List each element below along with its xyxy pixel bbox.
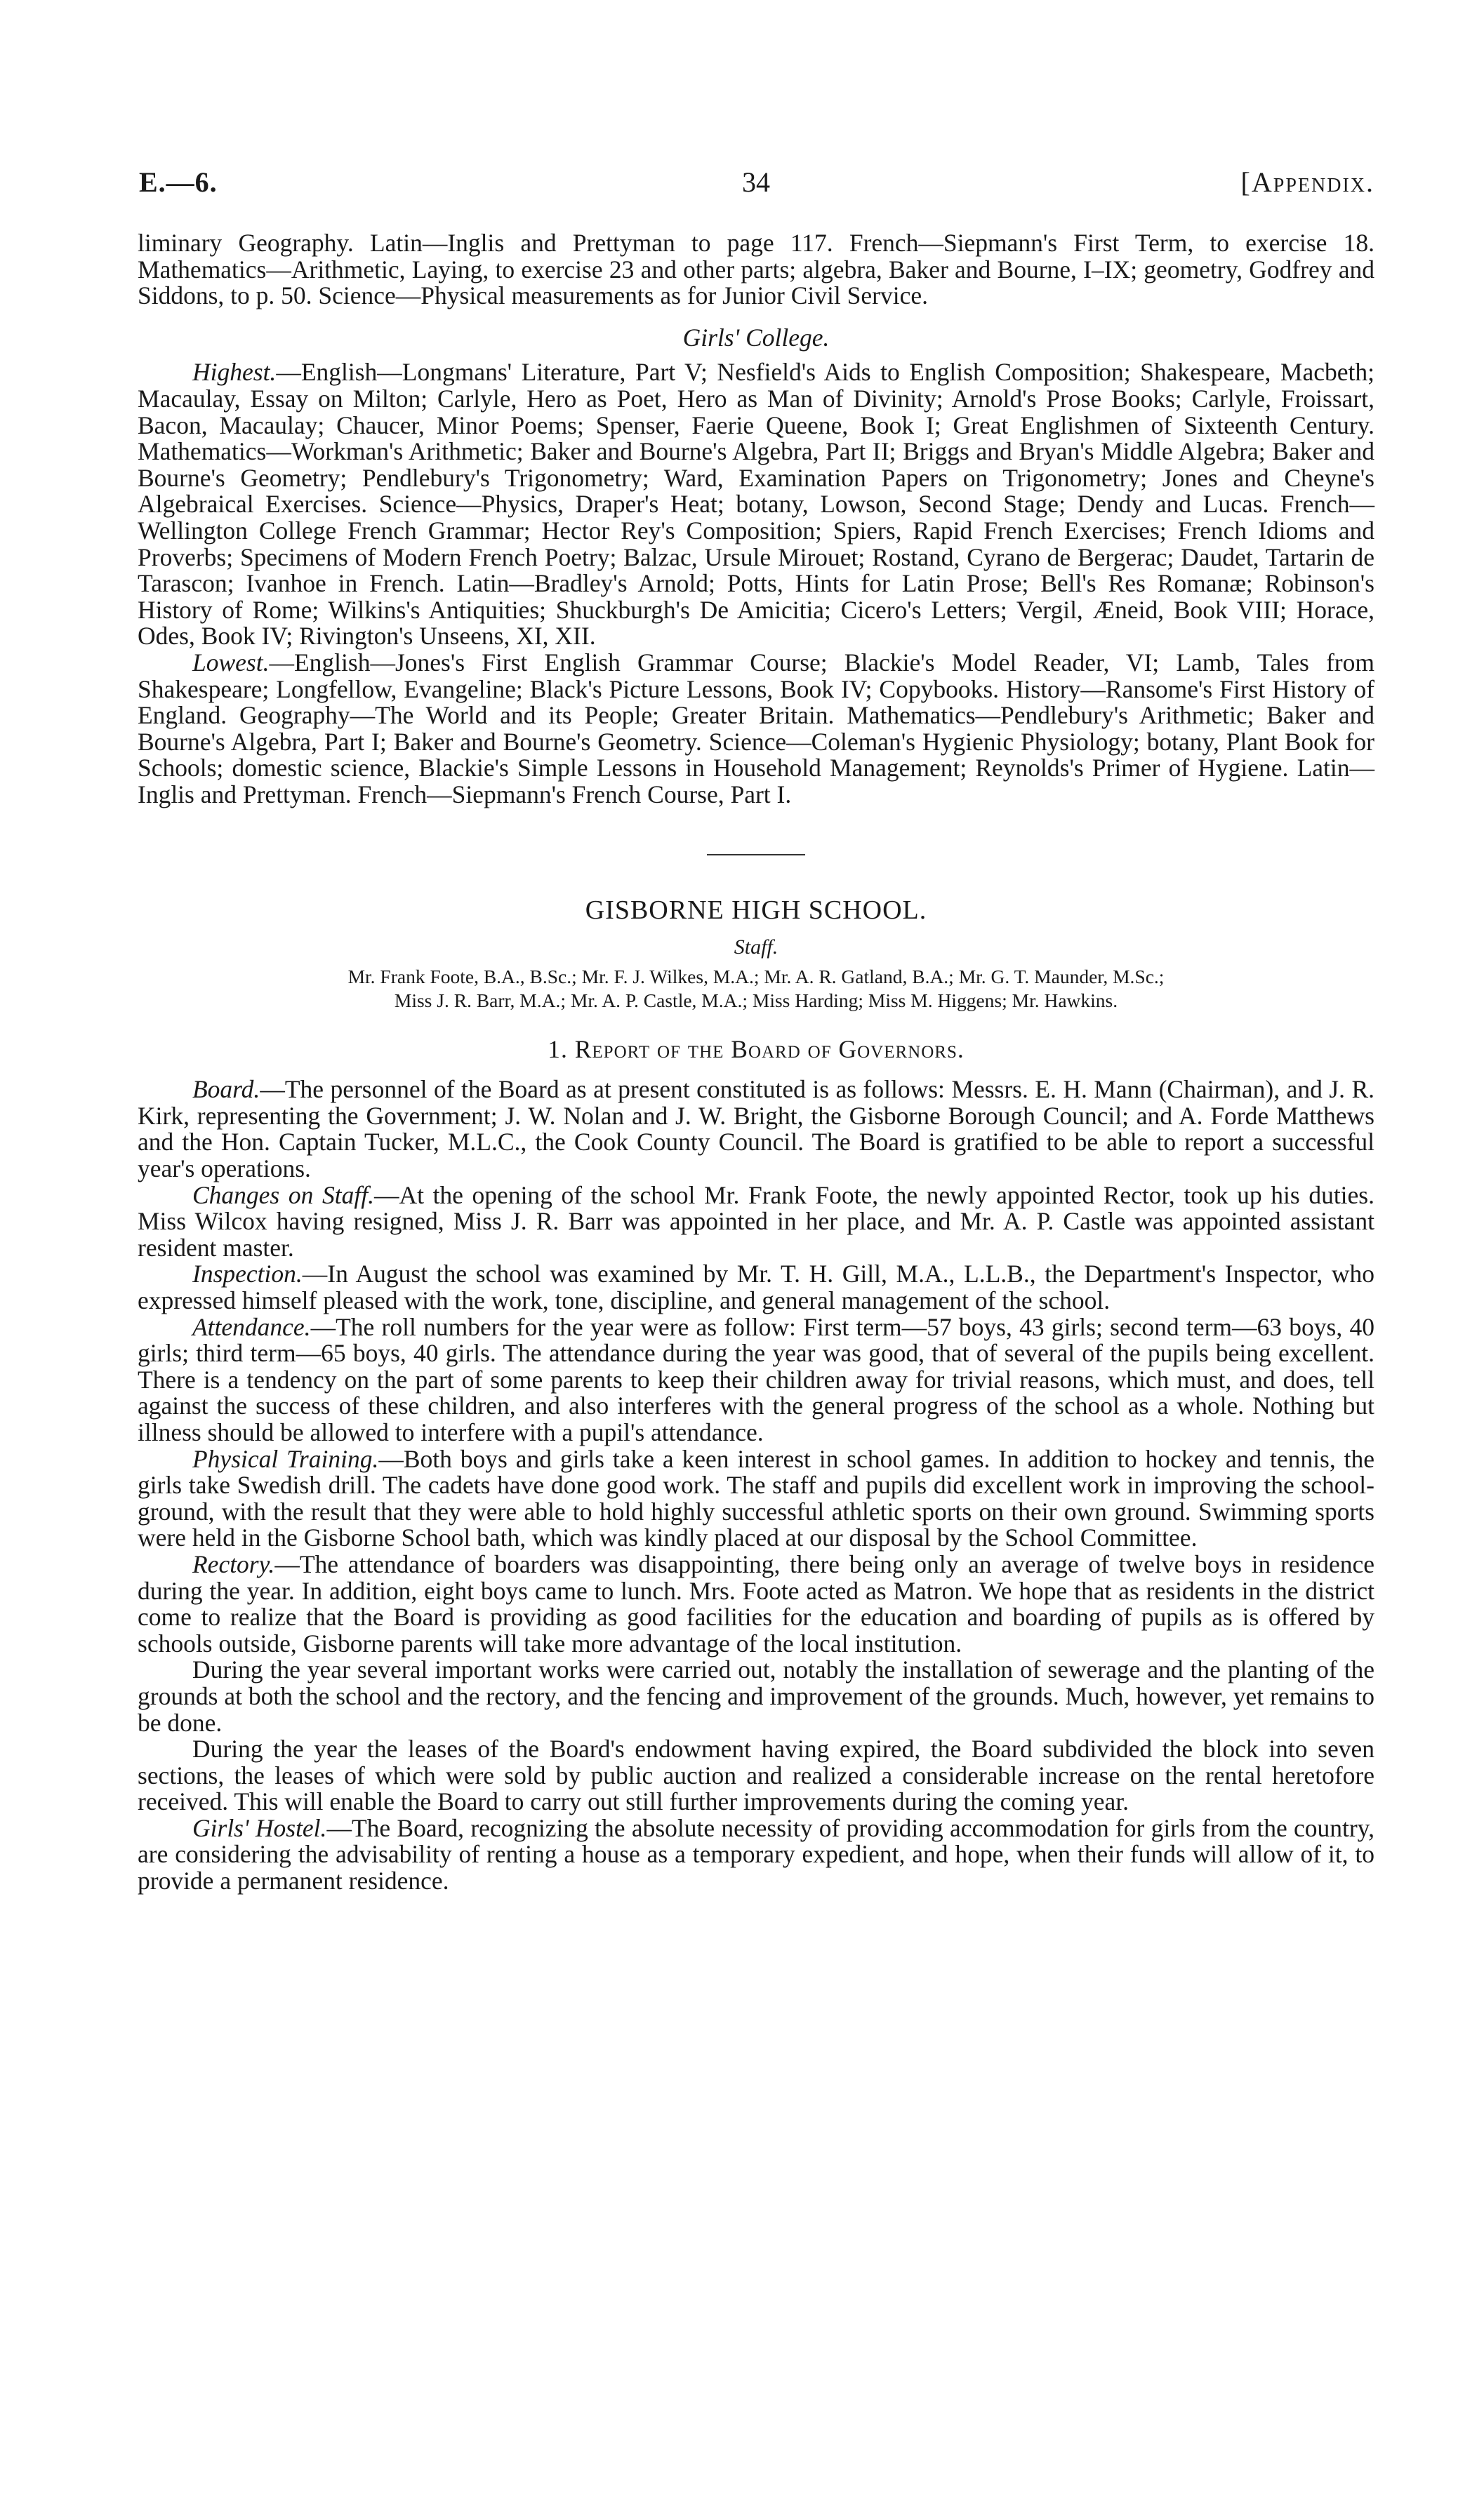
report-paragraph-board <box>138 1076 1374 1182</box>
paragraph-text: During the year the leases of the Board's endowment having expired, the Board subdivided the block into seven sections, the leases of which were sold by public auction and realized a considerable increase on the rental heretofore received. This will enable the Board to carry out still further improvements during the coming year. <box>138 1735 1374 1816</box>
paragraph-text: During the year several important works were carried out, notably the installation of sewerage and the planting of the grounds at both the school and the rectory, and the fencing and improvement of the grounds. Much, however, yet remains to be done. <box>138 1655 1374 1737</box>
report-paragraph-endowment <box>138 1736 1374 1815</box>
report-paragraph-works <box>138 1657 1374 1736</box>
intro-paragraph: liminary Geography. Latin—Inglis and Prettyman to page 117. French—Siepmann's First Term, to exercise 18. Mathematics—Arithmetic, Laying, to exercise 23 and other parts; algebra, Baker and Bourne, I–IX; geometry, Godfrey and Siddons, to p. 50. Science—Physical measurements as for Junior Civil Service. <box>138 229 1374 310</box>
report-code: E.—6. <box>139 166 218 198</box>
staff-label: Staff. <box>734 935 779 959</box>
paragraph-text: —The attendance of boarders was disappointing, there being only an average of twelve boys in residence during the year. In addition, eight boys came to lunch. Mrs. Foote acted as Matron. We hope that as residents in the district come to realize that the Board is providing as good facilities for the education and boarding of pupils as is offered by schools outside, Gisborne parents will take more advantage of the local institution. <box>138 1549 1374 1658</box>
school-title: GISBORNE HIGH SCHOOL. <box>585 895 927 926</box>
paragraph-text: —The personnel of the Board as at present constituted is as follows: Messrs. E. H. Mann (Chairman), and J. R. Kirk, representing the Government; J. W. Nolan and J. W. Bright, the Gisborne Borough Council; and A. Forde Matthews and the Hon. Captain Tucker, M.L.C., the Cook County Council. The Board is gratified to be able to report a successful year's operations. <box>138 1075 1374 1183</box>
paragraph-lead: Inspection. <box>192 1260 303 1288</box>
paragraph-lead: Lowest. <box>192 648 270 676</box>
paragraph-text: —English—Jones's First English Grammar Course; Blackie's Model Reader, VI; Lamb, Tales from Shakespeare; Longfellow, Evangeline; Black's Picture Lessons, Book IV; Copybooks. History—Ransome's First History of England. Geography—The World and its People; Greater Britain. Mathematics—Pendlebury's Arithmetic; Baker and Bourne's Algebra, Part I; Baker and Bourne's Geometry. Science—Coleman's Hygienic Physiology; botany, Plant Book for Schools; domestic science, Blackie's Simple Lessons in Household Management; Reynolds's Primer of Hygiene. Latin—Inglis and Prettyman. French—Siepmann's French Course, Part I. <box>138 648 1374 808</box>
girls-college-heading: Girls' College. <box>682 323 830 352</box>
paragraph-lead: Highest. <box>192 358 277 387</box>
appendix-label: [Appendix. <box>1240 166 1374 198</box>
page-header <box>138 166 1374 208</box>
staff-line: Miss J. R. Barr, M.A.; Mr. A. P. Castle, M.A.; Miss Harding; Miss M. Higgens; Mr. Hawkins. <box>394 989 1118 1011</box>
report-paragraph-girls-hostel <box>138 1815 1374 1895</box>
report-paragraph-inspection <box>138 1261 1374 1314</box>
page-body <box>138 230 1374 1895</box>
paragraph-text: —At the opening of the school Mr. Frank Foote, the newly appointed Rector, took up his duties. Miss Wilcox having resigned, Miss J. R. Barr was appointed in her place, and Mr. A. P. Castle was appointed assistant resident master. <box>138 1180 1374 1262</box>
paragraph-text: —In August the school was examined by Mr. T. H. Gill, M.A., L.L.B., the Department's Inspector, who expressed himself pleased with the work, tone, discipline, and general management of the school. <box>138 1260 1374 1314</box>
report-paragraph-rectory <box>138 1549 1374 1658</box>
report-paragraph-staff-changes <box>138 1182 1374 1262</box>
lowest-course-paragraph <box>138 650 1374 808</box>
staff-list <box>138 965 1374 1013</box>
paragraph-text: —The roll numbers for the year were as follow: First term—57 boys, 43 girls; second term—63 boys, 40 girls; third term—65 boys, 40 girls. The attendance during the year was good, that of several of the pupils being excellent. There is a tendency on the part of some parents to keep their children away for trivial reasons, which must, and does, tell against the success of these children, and also interferes with the general progress of the school as a whole. Nothing but illness should be allowed to interfere with a pupil's attendance. <box>138 1312 1374 1446</box>
paragraph-lead: Board. <box>192 1075 260 1104</box>
paragraph-lead: Attendance. <box>192 1312 311 1341</box>
staff-line: Mr. Frank Foote, B.A., B.Sc.; Mr. F. J. Wilkes, M.A.; Mr. A. R. Gatland, B.A.; Mr. G. T. Maunder, M.Sc.; <box>347 965 1165 987</box>
paragraph-text: —Both boys and girls take a keen interest in school games. In addition to hockey and tennis, the girls take Swedish drill. The cadets have done good work. The staff and pupils did excellent work in improving the school-ground, with the result that they were able to hold highly successful athletic sports on their own ground. Swimming sports were held in the Gisborne School bath, which was kindly placed at our disposal by the School Committee. <box>138 1444 1374 1552</box>
paragraph-lead: Physical Training. <box>192 1444 379 1473</box>
paragraph-lead: Rectory. <box>192 1549 275 1578</box>
report-paragraph-attendance <box>138 1314 1374 1446</box>
report-heading: 1. Report of the Board of Governors. <box>548 1034 965 1063</box>
page-number: 34 <box>742 166 770 198</box>
report-paragraph-physical-training <box>138 1446 1374 1552</box>
paragraph-lead: Girls' Hostel. <box>192 1813 327 1842</box>
paragraph-lead: Changes on Staff. <box>192 1180 374 1209</box>
paragraph-text: —The Board, recognizing the absolute necessity of providing accommodation for girls from the country, are considering the advisability of renting a house as a temporary expedient, and hope, when their funds will allow of it, to provide a permanent residence. <box>138 1813 1374 1895</box>
paragraph-text: —English—Longmans' Literature, Part V; Nesfield's Aids to English Composition; Shakespeare, Macbeth; Macaulay, Essay on Milton; Carlyle, Hero as Poet, Hero as Man of Divinity; Arnold's Prose Books; Carlyle, Froissart, Bacon, Macaulay; Chaucer, Minor Poems; Spenser, Faerie Queene, Book I; Great Englishmen of Sixteenth Century. Mathematics—Workman's Arithmetic; Baker and Bourne's Algebra, Part II; Briggs and Bryan's Middle Algebra; Baker and Bourne's Geometry; Pendlebury's Trigonometry; Ward, Examination Papers on Trigonometry; Jones and Cheyne's Algebraical Exercises. Science—Physics, Draper's Heat; botany, Lowson, Second Stage; Dendy and Lucas. French—Wellington College French Grammar; Hector Rey's Composition; Spiers, Rapid French Exercises; French Idioms and Proverbs; Specimens of Modern French Poetry; Balzac, Ursule Mirouet; Rostand, Cyrano de Bergerac; Daudet, Tartarin de Tarascon; Ivanhoe in French. Latin—Bradley's Arnold; Potts, Hints for Latin Prose; Bell's Res Romanæ; Robinson's History of Rome; Wilkins's Antiquities; Shuckburgh's De Amicitia; Cicero's Letters; Vergil, Æneid, Book VIII; Horace, Odes, Book IV; Rivington's Unseens, XI, XII. <box>138 358 1374 651</box>
section-divider <box>707 854 805 855</box>
highest-course-paragraph <box>138 359 1374 650</box>
